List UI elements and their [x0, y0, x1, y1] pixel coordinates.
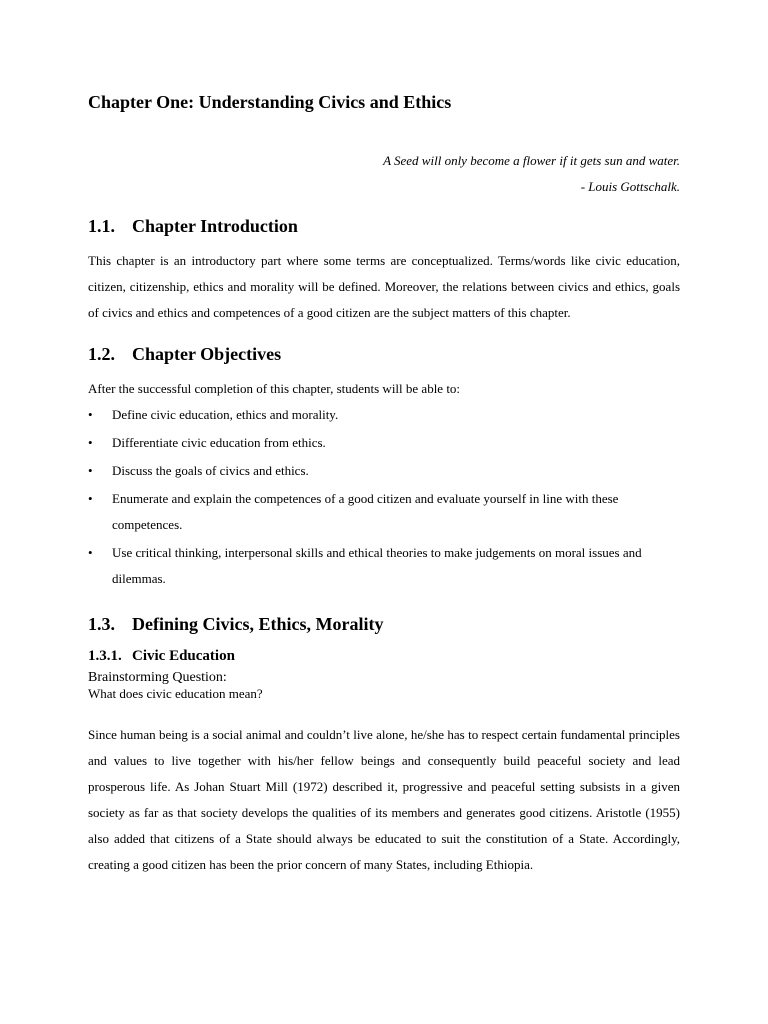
list-item-text: Enumerate and explain the competences of a good citizen and evaluate yourself in line with these competences. — [112, 491, 619, 532]
list-item-text: Define civic education, ethics and morality. — [112, 407, 339, 422]
chapter-title: Chapter One: Understanding Civics and Ethics — [88, 92, 452, 112]
bullet-icon: • — [88, 491, 93, 506]
bullet-icon: • — [88, 545, 93, 560]
subsection-title: Civic Education — [132, 648, 235, 664]
bullet-icon: • — [88, 463, 93, 478]
list-item-text: Discuss the goals of civics and ethics. — [112, 463, 309, 478]
list-item-text: Differentiate civic education from ethics. — [112, 435, 326, 450]
list-item — [88, 458, 680, 484]
list-item — [88, 486, 680, 538]
section-heading-objectives — [88, 342, 680, 366]
objectives-lead: After the successful completion of this chapter, students will be able to: — [88, 381, 461, 396]
section-number: 1.2. — [88, 344, 115, 364]
bullet-icon: • — [88, 435, 93, 450]
section-heading-introduction — [88, 214, 680, 238]
section-title: Chapter Objectives — [132, 344, 282, 364]
list-item — [88, 402, 680, 428]
subsection-number: 1.3.1. — [88, 648, 122, 664]
epigraph-author: - Louis Gottschalk. — [580, 179, 680, 194]
section-number: 1.1. — [88, 216, 115, 236]
introduction-paragraph: This chapter is an introductory part where some terms are conceptualized. Terms/words like civic education, citizen, citizenship, ethics and morality will be defined. Moreover, the relations between civics and ethics, goals of civics and ethics and competences of a good citizen are the subject matters of this chapter. — [88, 253, 680, 320]
section-title: Defining Civics, Ethics, Morality — [132, 614, 384, 634]
objectives-list — [88, 402, 680, 592]
civic-education-paragraph: Since human being is a social animal and couldn’t live alone, he/she has to respect certain fundamental principles and values to live together with his/her fellow beings and consequently build peaceful society and lead prosperous life. As Johan Stuart Mill (1972) described it, progressive and peaceful setting subsists in a given society as far as that society develops the qualities of its members and generates good citizens. Aristotle (1955) also added that citizens of a State should always be educated to suit the constitution of a State. Accordingly, creating a good citizen has been the prior concern of many States, including Ethiopia. — [88, 727, 680, 872]
section-number: 1.3. — [88, 614, 115, 634]
list-item-text: Use critical thinking, interpersonal skills and ethical theories to make judgements on moral issues and dilemmas. — [112, 545, 642, 586]
section-heading-defining — [88, 612, 680, 636]
brainstorm-label: Brainstorming Question: — [88, 670, 227, 685]
brainstorm-question: What does civic education mean? — [88, 686, 263, 701]
list-item — [88, 430, 680, 456]
epigraph-quote: A Seed will only become a flower if it gets sun and water. — [383, 153, 680, 168]
list-item — [88, 540, 680, 592]
bullet-icon: • — [88, 407, 93, 422]
subsection-heading-civic-education — [88, 646, 680, 666]
section-title: Chapter Introduction — [132, 216, 298, 236]
epigraph — [88, 148, 680, 200]
